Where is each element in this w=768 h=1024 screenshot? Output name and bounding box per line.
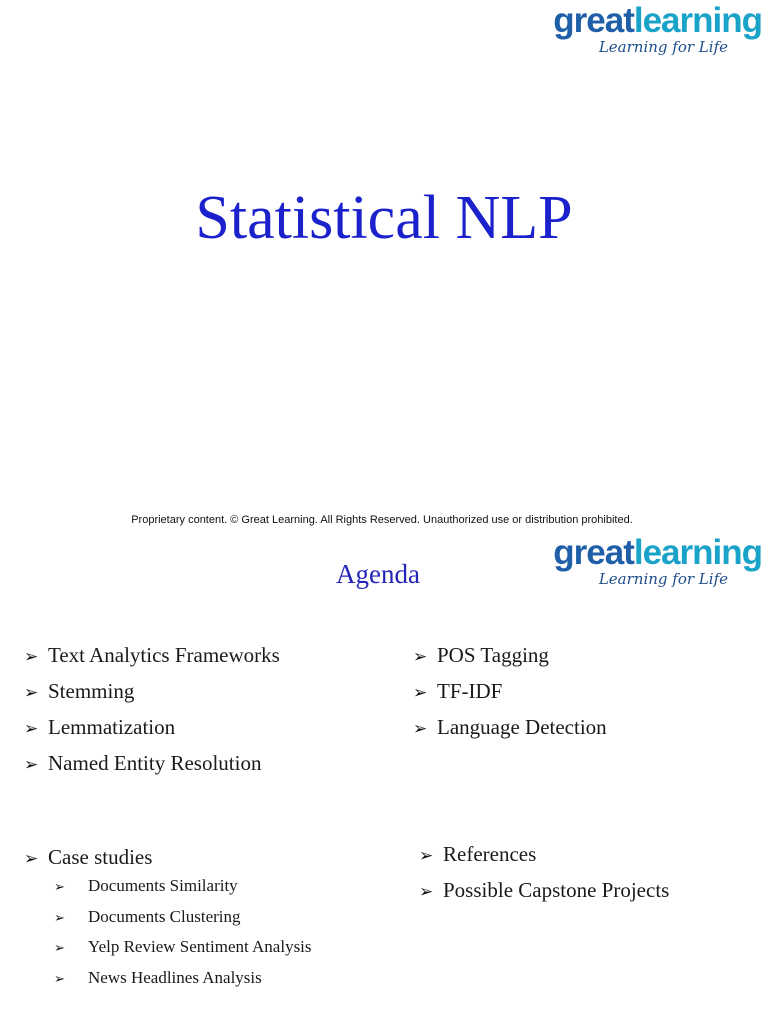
arrow-bullet-icon: ➢	[54, 910, 65, 926]
list-item	[54, 933, 312, 964]
list-item-label: Language Detection	[437, 715, 607, 739]
agenda-right-list	[413, 638, 607, 746]
case-studies-label: Case studies	[48, 845, 153, 869]
list-item-label: Text Analytics Frameworks	[48, 643, 280, 667]
arrow-bullet-icon: ➢	[413, 683, 428, 703]
logo-tagline: Learning for Life	[598, 38, 728, 56]
logo-great: great	[553, 533, 634, 572]
arrow-bullet-icon: ➢	[413, 647, 428, 667]
agenda-left-list	[24, 638, 280, 782]
case-studies-list	[24, 840, 152, 876]
list-item-label: News Headlines Analysis	[88, 967, 262, 987]
logo-great: great	[553, 1, 634, 40]
list-item	[413, 710, 607, 746]
logo-wordmark	[552, 2, 762, 40]
arrow-bullet-icon: ➢	[419, 882, 434, 902]
list-item	[24, 840, 152, 876]
list-item-label: POS Tagging	[437, 643, 549, 667]
arrow-bullet-icon: ➢	[54, 880, 65, 895]
agenda-title: Agenda	[336, 559, 420, 589]
arrow-bullet-icon: ➢	[24, 755, 39, 775]
list-item	[413, 638, 607, 674]
extras-list	[419, 837, 669, 909]
list-item-label: TF-IDF	[437, 679, 503, 703]
list-item-label: Documents Similarity	[88, 876, 238, 895]
great-learning-logo	[552, 2, 762, 55]
list-item-label: Documents Clustering	[88, 906, 241, 926]
copyright-footer: Proprietary content. © Great Learning. All Rights Reserved. Unauthorized use or distribution prohibited.	[131, 514, 633, 526]
arrow-bullet-icon: ➢	[24, 647, 39, 667]
arrow-bullet-icon: ➢	[54, 971, 65, 987]
agenda-slide	[0, 532, 768, 1024]
arrow-bullet-icon: ➢	[24, 719, 39, 739]
list-item	[24, 746, 280, 782]
list-item	[419, 873, 669, 909]
list-item	[54, 872, 312, 903]
list-item-label: References	[443, 842, 537, 866]
list-item	[54, 964, 312, 995]
list-item	[24, 674, 280, 710]
logo-tagline: Learning for Life	[598, 570, 728, 588]
list-item	[24, 638, 280, 674]
arrow-bullet-icon: ➢	[419, 846, 434, 866]
list-item-label: Possible Capstone Projects	[443, 878, 670, 902]
arrow-bullet-icon: ➢	[24, 683, 39, 703]
list-item-label: Yelp Review Sentiment Analysis	[88, 937, 312, 956]
arrow-bullet-icon: ➢	[413, 719, 428, 739]
case-studies-sublist	[54, 872, 312, 994]
arrow-bullet-icon: ➢	[54, 941, 65, 956]
logo-learning: learning	[633, 533, 762, 572]
list-item	[24, 710, 280, 746]
list-item-label: Named Entity Resolution	[48, 751, 262, 775]
arrow-bullet-icon: ➢	[24, 849, 39, 869]
list-item	[54, 903, 312, 934]
slide-title: Statistical NLP	[195, 184, 573, 252]
list-item-label: Lemmatization	[48, 715, 176, 739]
list-item-label: Stemming	[48, 679, 135, 703]
logo-learning: learning	[633, 1, 762, 40]
list-item	[413, 674, 607, 710]
list-item	[419, 837, 669, 873]
